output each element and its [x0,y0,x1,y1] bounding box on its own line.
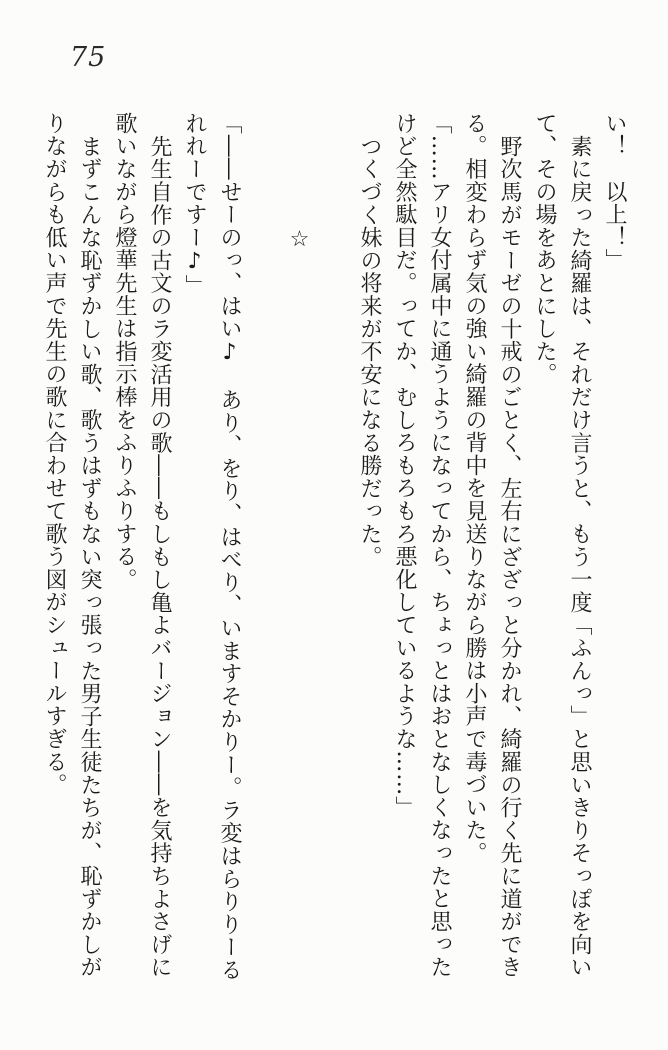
paragraph-narration: 先生自作の古文のラ変活用の歌――もしもし亀よバージョン――を気持ちよさげに歌いながら燈華先生は指示棒をふりふりする。 [112,112,172,979]
paragraph-narration: 野次馬がモーゼの十戒のごとく、左右にざざっと分かれ、綺羅の行く先に道ができる。相変わらず気の強い綺羅の背中を見送りながら勝は小声で毒づいた。 [462,112,522,979]
paragraph-dialogue-continuation: い！ 以上！」 [602,112,627,272]
paragraph-narration: 素に戻った綺羅は、それだけ言うと、もう一度「ふんっ」と思いきりそっぽを向いて、その場をあとにした。 [532,112,592,979]
vertical-text-area [37,112,632,984]
paragraph-dialogue-song: 「――せーのっ、はい♪ あり、をり、はべり、いますそかりー。ラ変はらりりーるれれーですー♪」 [182,112,242,982]
paragraph-narration: つくづく妹の将来が不安になる勝だった。 [357,135,382,569]
paragraph-narration: まずこんな恥ずかしい歌、歌うはずもない突っ張った男子生徒たちが、恥ずかしがりながらも低い声で先生の歌に合わせて歌う図がシュールすぎる。 [42,112,102,979]
section-divider-star-icon: ☆ [287,227,312,253]
page-number: 75 [70,42,107,73]
paragraph-dialogue: 「……アリ女付属中に通うようになってから、ちょっとはおとなしくなったと思ったけど全然駄目だ。ってか、むしろもろもろ悪化しているような……」 [392,112,452,979]
